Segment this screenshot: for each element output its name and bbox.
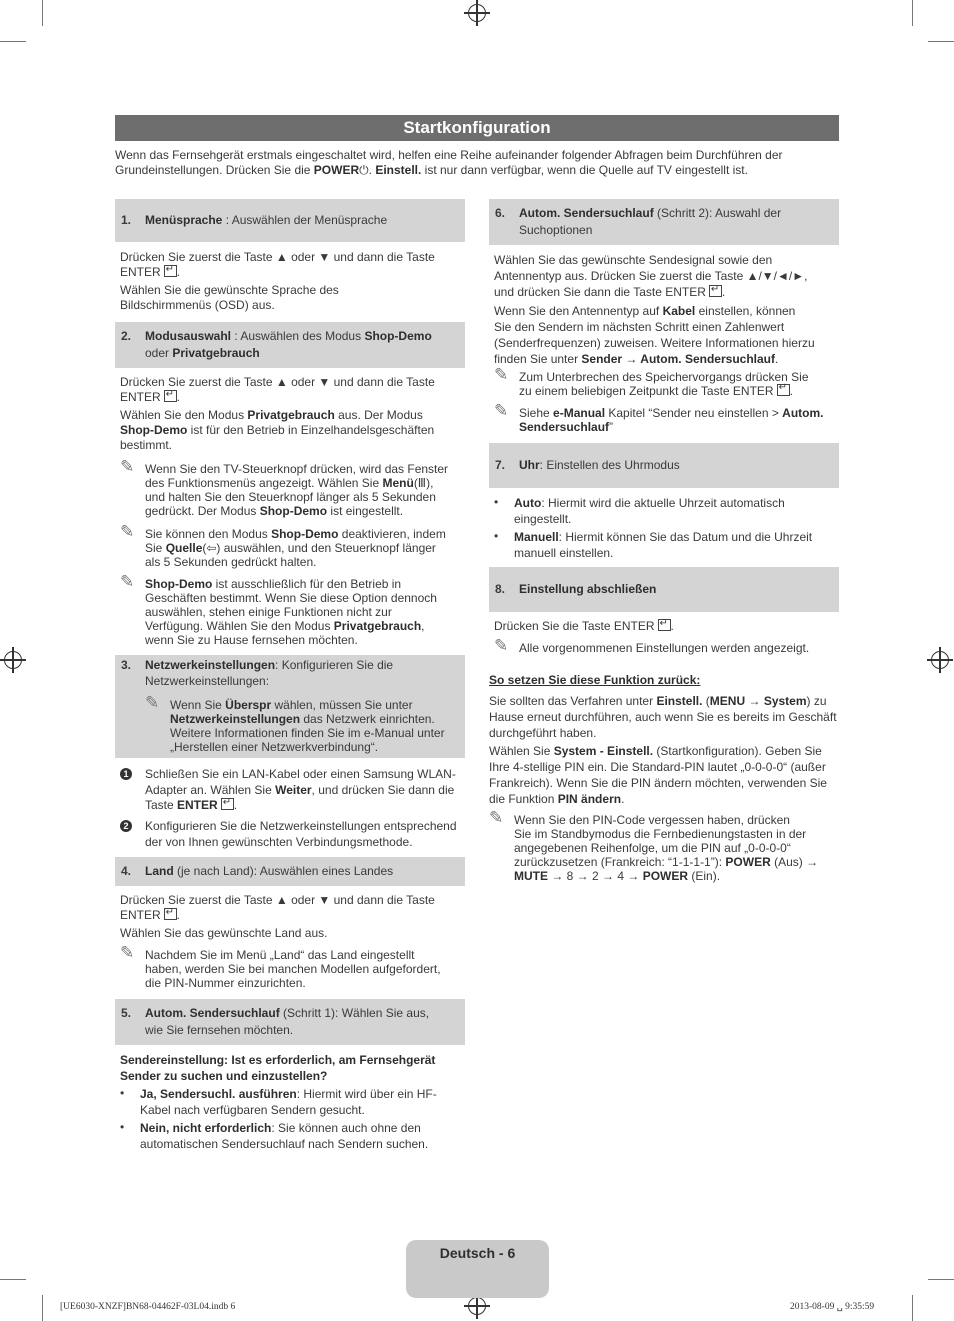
step-1-header: 1. Menüsprache : Auswählen der Menüsprache	[115, 199, 465, 242]
reset-body: Sie sollten das Verfahren unter Einstell. (MENU → System) zu Hause erneut durchführen, auch wenn Sie es bereits im Geschäft durchgeführt haben. Wählen Sie System - Einstell. (Startkonfiguration). Geben Sie Ihre 4-stellige PIN ein. Die Standard-PIN lautet „0-0-0-0“ (außer Frankreich). Wenn Sie die PIN ändern möchten, verwenden Sie die Funktion PIN ändern.	[489, 694, 837, 806]
intro-line: Grundeinstellungen. Drücken Sie die POWER⏻. Einstell. ist nur dann verfügbar, wenn die Quelle auf TV eingestellt ist.	[115, 163, 748, 177]
note: ✎ Siehe e-Manual Kapitel “Sender neu einstellen > Autom. Sendersuchlauf”	[494, 401, 824, 434]
crop-mark	[42, 0, 43, 26]
page-title: Startkonfiguration	[115, 115, 839, 141]
note: ✎ Shop-Demo ist ausschließlich für den Betrieb in Geschäften bestimmt. Wenn Sie diese Option dennoch auswählen, stehen einige Funktionen nicht zur Verfügung. Wählen Sie den Modus Privatgebrauch, wenn Sie zu Hause fernsehen möchten.	[120, 572, 437, 647]
step-number-icon: 1	[120, 768, 132, 780]
crop-mark	[928, 1279, 954, 1280]
pencil-note-icon: ✎	[489, 808, 504, 827]
enter-icon	[221, 798, 234, 810]
step-6-body: Wählen Sie das gewünschte Sendesignal sowie den Antennentyp aus. Drücken Sie zuerst die Taste ▲/▼/◄/►, und drücken Sie dann die Taste ENTER↵ . Wenn Sie den Antennentyp auf Kabel einstellen, können Sie den Sendern im nächsten Schritt einen Zahlenwert (Senderfrequenzen) zuweisen. Weitere Informationen hierzu finden Sie unter Sender → Autom. Sendersuchlauf.	[494, 252, 839, 367]
pencil-note-icon: ✎	[145, 693, 160, 712]
step-5-header: 5. Autom. Sendersuchlauf (Schritt 1): Wählen Sie aus, wie Sie fernsehen möchten.	[115, 999, 465, 1045]
note: ✎ Alle vorgenommenen Einstellungen werden angezeigt.	[494, 636, 810, 655]
intro-text	[115, 148, 845, 178]
crop-mark	[42, 1295, 43, 1321]
registration-mark-icon	[4, 651, 22, 669]
page-number: Deutsch - 6	[439, 1245, 516, 1261]
enter-icon	[709, 285, 722, 297]
note: ✎ Wenn Sie den TV-Steuerknopf drücken, wird das Fenster des Funktionsmenüs angezeigt. Wählen Sie Menü(Ⅲ), und halten Sie den Steuerknopf länger als 5 Sekunden gedrückt. Der Modus Shop-Demo ist eingestellt.	[120, 457, 449, 518]
step-7-header: 7. Uhr: Einstellen des Uhrmodus	[489, 443, 839, 488]
step-2-header: 2. Modusauswahl : Auswählen des Modus Shop-Demo oder Privatgebrauch	[115, 322, 465, 368]
intro-line: Wenn das Fernsehgerät erstmals eingeschaltet wird, helfen eine Reihe aufeinander folgender Abfragen beim Durchführen der	[115, 148, 783, 162]
registration-mark-icon	[931, 651, 949, 669]
registration-mark-icon	[468, 1297, 486, 1315]
list-item: • Auto: Hiermit wird die aktuelle Uhrzeit automatisch eingestellt.	[494, 495, 785, 526]
pencil-note-icon: ✎	[120, 943, 135, 962]
step-4-header: 4. Land (je nach Land): Auswählen eines Landes	[115, 857, 465, 886]
reset-heading: So setzen Sie diese Funktion zurück:	[489, 673, 701, 687]
enter-icon	[164, 265, 177, 277]
pencil-note-icon: ✎	[120, 457, 135, 476]
crop-mark	[0, 1279, 26, 1280]
step-5-body: Sendereinstellung: Ist es erforderlich, am Fernsehgerät Sender zu suchen und einzustellen?	[120, 1053, 436, 1083]
step-3-header: 3. Netzwerkeinstellungen: Konfigurieren Sie die Netzwerkeinstellungen: ✎ Wenn Sie Überspr wählen, müssen Sie unter Netzwerkeinstellungen das Netzwerk einrichten. Weitere Informationen finden Sie im e-Manual unter „Herstellen einer Netzwerkverbindung“.	[115, 655, 465, 758]
note: ✎ Nachdem Sie im Menü „Land“ das Land eingestellt haben, werden Sie bei manchen Modellen aufgefordert, die PIN-Nummer einzurichten.	[120, 943, 441, 990]
note: ✎ Wenn Sie den PIN-Code vergessen haben, drücken Sie im Standbymodus die Fernbedienungstasten in der angegebenen Reihenfolge, um die PIN auf „0-0-0-0“ zurückzusetzen (Frankreich: “1-1-1-1”): POWER (Aus) → MUTE → 8 → 2 → 4 → POWER (Ein).	[489, 808, 819, 883]
note: ✎ Zum Unterbrechen des Speichervorgangs drücken Sie zu einem beliebigen Zeitpunkt die Taste ENTER↵ .	[494, 370, 839, 400]
step-8-header: 8. Einstellung abschließen	[489, 567, 839, 612]
enter-icon	[164, 390, 177, 402]
numbered-step: 1 Schließen Sie ein LAN-Kabel oder einen Samsung WLAN- Adapter an. Wählen Sie Weiter, und drücken Sie dann die Taste ENTER↵ .	[120, 767, 465, 815]
pencil-note-icon: ✎	[494, 365, 509, 384]
page-number-box	[406, 1240, 549, 1298]
step-1-body: Drücken Sie zuerst die Taste ▲ oder ▼ und dann die Taste ENTER↵ . Wählen Sie die gewünschte Sprache des Bildschirmmenüs (OSD) aus.	[120, 250, 465, 313]
step-6-header: 6. Autom. Sendersuchlauf (Schritt 2): Auswahl der Suchoptionen	[489, 199, 839, 245]
step-2-body: Drücken Sie zuerst die Taste ▲ oder ▼ und dann die Taste ENTER↵ . Wählen Sie den Modus Privatgebrauch aus. Der Modus Shop-Demo ist für den Betrieb in Einzelhandelsgeschäften bestimmt.	[120, 375, 465, 453]
pencil-note-icon: ✎	[120, 572, 135, 591]
crop-mark	[912, 1295, 913, 1321]
registration-mark-icon	[468, 4, 486, 22]
step-number-icon: 2	[120, 820, 132, 832]
footer-timestamp: 2013-08-09 ␣ 9:35:59	[790, 1302, 875, 1312]
step-4-body: Drücken Sie zuerst die Taste ▲ oder ▼ und dann die Taste ENTER↵ . Wählen Sie das gewünschte Land aus.	[120, 893, 465, 941]
list-item: • Ja, Sendersuchl. ausführen: Hiermit wird über ein HF- Kabel nach verfügbaren Sendern gesucht.	[120, 1086, 437, 1117]
list-item: • Nein, nicht erforderlich: Sie können auch ohne den automatischen Sendersuchlauf nach Sendern suchen.	[120, 1120, 429, 1151]
power-icon: ⏻	[359, 163, 369, 177]
enter-icon	[777, 384, 790, 396]
footer-file-info: [UE6030-XNZF]BN68-04462F-03L04.indb 6	[60, 1302, 236, 1312]
note: ✎ Sie können den Modus Shop-Demo deaktivieren, indem Sie Quelle(⇦) auswählen, und den Steuerknopf länger als 5 Sekunden gedrückt halten.	[120, 522, 446, 569]
numbered-step: 2 Konfigurieren Sie die Netzwerkeinstellungen entsprechend der von Ihnen gewünschten Verbindungsmethode.	[120, 819, 465, 851]
note: ✎ Wenn Sie Überspr wählen, müssen Sie unter Netzwerkeinstellungen das Netzwerk einrichten. Weitere Informationen finden Sie im e-Manual unter „Herstellen einer Netzwerkverbindung“.	[145, 693, 445, 754]
pencil-note-icon: ✎	[120, 522, 135, 541]
enter-icon	[658, 619, 671, 631]
pencil-note-icon: ✎	[494, 636, 509, 655]
crop-mark	[912, 0, 913, 26]
step-8-body: Drücken Sie die Taste ENTER↵ .	[494, 619, 839, 634]
pencil-note-icon: ✎	[494, 401, 509, 420]
crop-mark	[0, 41, 26, 42]
list-item: • Manuell: Hiermit können Sie das Datum und die Uhrzeit manuell einstellen.	[494, 529, 813, 560]
enter-icon	[164, 908, 177, 920]
crop-mark	[928, 41, 954, 42]
